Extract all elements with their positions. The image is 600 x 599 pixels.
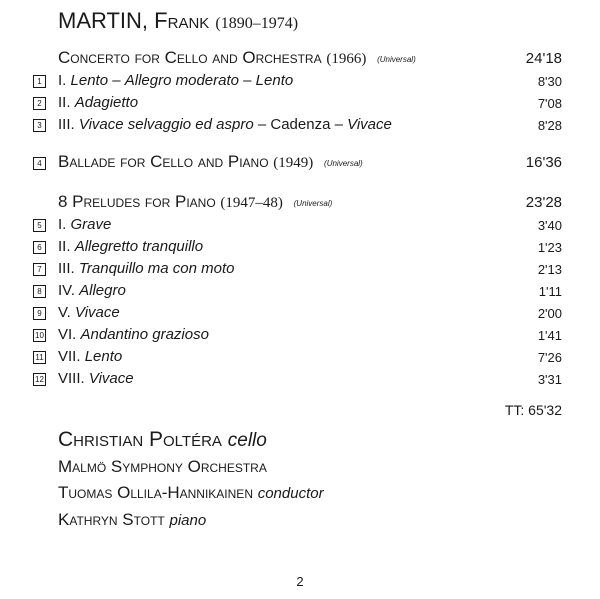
movement-duration: 2'13 — [537, 262, 562, 277]
work-publisher: (Universal) — [377, 55, 416, 64]
composer-dates: (1890–1974) — [215, 15, 299, 32]
track-number-badge: 8 — [33, 285, 46, 298]
movement-duration: 1'23 — [537, 240, 562, 255]
movement-duration: 3'31 — [537, 372, 562, 387]
track-number-badge: 10 — [33, 329, 46, 342]
performer-name: Christian Poltéra — [58, 428, 222, 451]
movement-duration: 2'00 — [537, 306, 562, 321]
performer-role: cello — [227, 430, 267, 451]
movement-title: III. Tranquillo ma con moto — [58, 260, 235, 277]
movement-title: III. Vivace selvaggio ed aspro – Cadenza – Vivace — [58, 116, 392, 133]
work-title-ballade — [58, 152, 363, 172]
movement-duration: 7'08 — [537, 96, 562, 111]
movement-title: IV. Allegro — [58, 282, 126, 299]
movement-title: II. Adagietto — [58, 94, 139, 111]
track-number-badge: 11 — [33, 351, 46, 364]
track-number-badge: 6 — [33, 241, 46, 254]
work-duration: 24'18 — [525, 50, 562, 67]
track-number-badge: 9 — [33, 307, 46, 320]
movement-duration: 1'11 — [538, 284, 562, 299]
movement-title: I. Grave — [58, 216, 112, 233]
work-title: Concerto for Cello and Orchestra — [58, 48, 322, 67]
work-title-preludes — [58, 192, 332, 212]
work-duration: 16'36 — [525, 154, 562, 171]
work-title: 8 Preludes for Piano — [58, 192, 216, 211]
performer-orchestra — [58, 457, 267, 477]
movement-title: I. Lento – Allegro moderato – Lento — [58, 72, 294, 89]
work-year: (1949) — [273, 155, 314, 171]
movement-title: II. Allegretto tranquillo — [58, 238, 204, 255]
performer-name: Kathryn Stott — [58, 510, 165, 529]
work-year: (1947–48) — [220, 195, 283, 211]
composer-surname: MARTIN, — [58, 8, 149, 33]
performer-pianist — [58, 510, 206, 530]
movement-duration: 7'26 — [537, 350, 562, 365]
performer-conductor — [58, 483, 324, 503]
composer-first-name: Frank — [154, 8, 210, 33]
movement-duration: 8'30 — [537, 74, 562, 89]
track-number-badge: 12 — [33, 373, 46, 386]
track-number-badge: 4 — [33, 157, 46, 170]
movement-title: VII. Lento — [58, 348, 123, 365]
work-title: Ballade for Cello and Piano — [58, 152, 269, 171]
total-time: TT: 65'32 — [504, 402, 562, 418]
performer-name: Malmö Symphony Orchestra — [58, 457, 267, 476]
movement-title: VIII. Vivace — [58, 370, 134, 387]
movement-title: V. Vivace — [58, 304, 120, 321]
work-publisher: (Universal) — [324, 159, 363, 168]
movement-title: VI. Andantino grazioso — [58, 326, 209, 343]
movement-duration: 8'28 — [537, 118, 562, 133]
performer-name: Tuomas Ollila-Hannikainen — [58, 483, 253, 502]
track-number-badge: 3 — [33, 119, 46, 132]
page-number: 2 — [296, 574, 304, 589]
work-title-concerto — [58, 48, 416, 68]
performer-role: conductor — [257, 485, 324, 502]
movement-duration: 1'41 — [537, 328, 562, 343]
track-number-badge: 7 — [33, 263, 46, 276]
movement-duration: 3'40 — [537, 218, 562, 233]
performer-soloist — [58, 428, 267, 452]
composer-heading — [58, 8, 298, 34]
work-year: (1966) — [326, 51, 367, 67]
track-number-badge: 1 — [33, 75, 46, 88]
track-number-badge: 2 — [33, 97, 46, 110]
track-number-badge: 5 — [33, 219, 46, 232]
performer-role: piano — [169, 512, 207, 529]
work-publisher: (Universal) — [293, 199, 333, 208]
work-duration: 23'28 — [525, 194, 562, 211]
